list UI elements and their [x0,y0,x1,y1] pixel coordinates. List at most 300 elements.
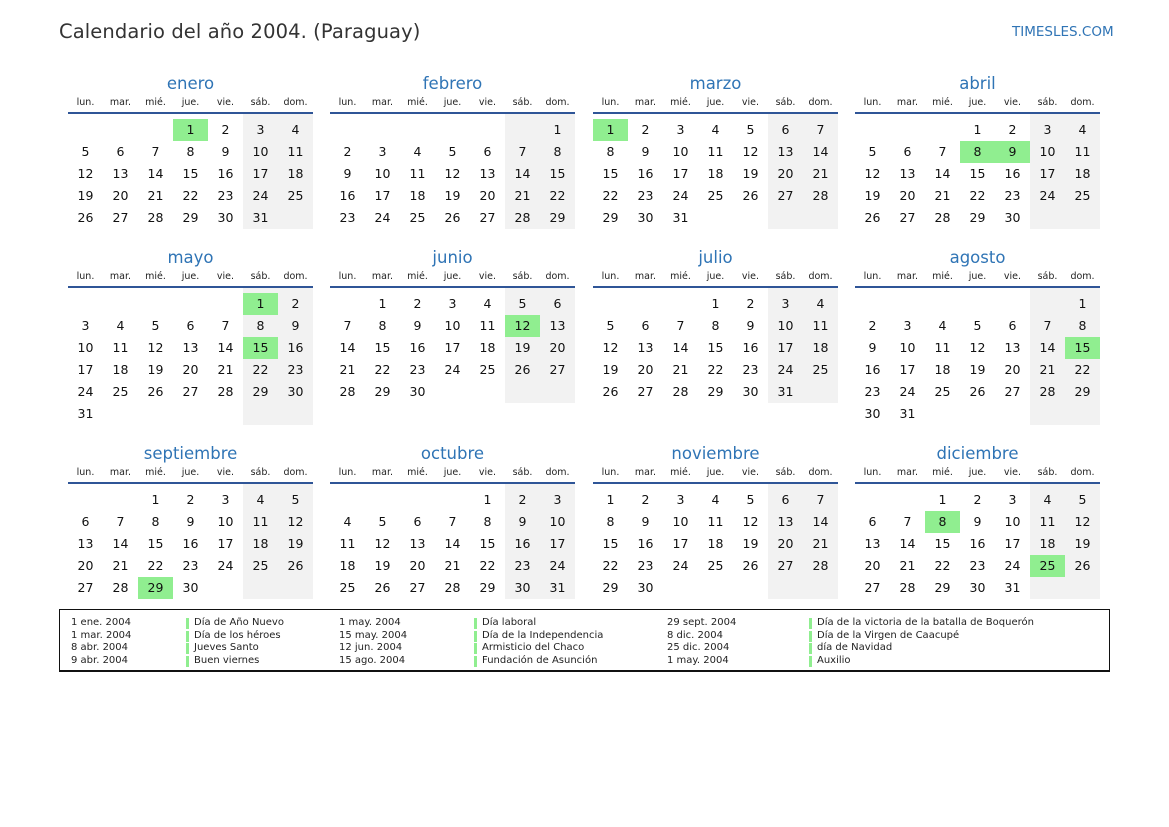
day-cell: 6 [186,318,195,333]
day-cell: 30 [182,580,199,595]
weekday-header: mié. [407,467,428,478]
day-cell: 29 [707,384,724,399]
day-cell: 18 [934,362,951,377]
day-cell: 24 [217,558,234,573]
day-cell: 4 [116,318,125,333]
day-cell: 31 [549,580,566,595]
day-cell: 9 [291,318,300,333]
day-cell: 14 [444,536,461,551]
day-cell: 18 [339,558,356,573]
day-cell: 6 [1008,318,1017,333]
day-cell: 7 [903,514,912,529]
day-cell: 9 [221,144,230,159]
day-cell: 10 [77,340,94,355]
day-cell: 16 [409,340,426,355]
holiday-name: Armisticio del Chaco [482,642,585,654]
holiday-name: Día de Año Nuevo [194,617,284,628]
day-cell: 19 [969,362,986,377]
day-cell: 17 [1039,166,1056,181]
day-cell: 31 [777,384,794,399]
weekday-header: dom. [283,97,308,108]
day-cell: 2 [973,492,982,507]
day-cell: 28 [112,580,129,595]
day-cell: 28 [147,210,164,225]
weekday-header: jue. [706,467,725,478]
day-cell: 7 [518,144,527,159]
day-cell: 21 [672,362,689,377]
day-cell: 19 [77,188,94,203]
day-cell: 25 [707,558,724,573]
day-cell: 20 [637,362,654,377]
weekday-header: vie. [478,467,497,478]
day-cell: 27 [637,384,654,399]
day-cell: 16 [182,536,199,551]
header-rule [855,286,1100,288]
day-cell: 13 [1004,340,1021,355]
holiday-day-cell: 1 [173,119,208,141]
day-cell: 19 [374,558,391,573]
weekday-header: vie. [1003,271,1022,282]
day-cell: 22 [934,558,951,573]
day-cell: 15 [602,166,619,181]
day-cell: 12 [147,340,164,355]
weekday-header: jue. [968,271,987,282]
weekday-header: mar. [896,97,919,108]
day-cell: 18 [1039,536,1056,551]
day-cell: 24 [252,188,269,203]
day-cell: 12 [287,514,304,529]
day-cell: 6 [81,514,90,529]
day-cell: 11 [707,144,724,159]
day-cell: 14 [112,536,129,551]
weekday-header: mar. [634,271,657,282]
day-cell: 3 [903,318,912,333]
holiday-marker [809,656,812,667]
weekday-header: dom. [808,271,833,282]
month-name: marzo [689,74,742,93]
weekday-header: dom. [283,271,308,282]
day-cell: 1 [151,492,160,507]
day-cell: 24 [374,210,391,225]
holiday-name: Día de la victoria de la batalla de Boquerón [817,617,1034,628]
day-cell: 13 [637,340,654,355]
day-cell: 3 [676,122,685,137]
day-cell: 22 [602,188,619,203]
weekday-header: lun. [338,467,357,478]
day-cell: 4 [483,296,492,311]
day-cell: 27 [182,384,199,399]
month-name: noviembre [671,444,760,463]
day-cell: 17 [374,188,391,203]
month-name: julio [698,248,733,267]
day-cell: 4 [816,296,825,311]
day-cell: 5 [746,122,755,137]
day-cell: 3 [781,296,790,311]
holiday-marker [809,618,812,629]
day-cell: 20 [549,340,566,355]
day-cell: 9 [641,144,650,159]
day-cell: 24 [1039,188,1056,203]
day-cell: 2 [746,296,755,311]
day-cell: 9 [973,514,982,529]
day-cell: 11 [1074,144,1091,159]
day-cell: 2 [641,492,650,507]
day-cell: 31 [672,210,689,225]
header-rule [330,286,575,288]
day-cell: 28 [339,384,356,399]
day-cell: 8 [151,514,160,529]
day-cell: 15 [707,340,724,355]
day-cell: 2 [186,492,195,507]
day-cell: 20 [112,188,129,203]
weekday-header: vie. [478,97,497,108]
holiday-marker [809,631,812,642]
day-cell: 23 [742,362,759,377]
weekday-header: sáb. [775,271,796,282]
day-cell: 14 [1039,340,1056,355]
day-cell: 17 [549,536,566,551]
day-cell: 27 [549,362,566,377]
day-cell: 18 [112,362,129,377]
day-cell: 31 [77,406,94,421]
day-cell: 13 [777,144,794,159]
day-cell: 22 [252,362,269,377]
weekday-header: vie. [1003,467,1022,478]
day-cell: 26 [77,210,94,225]
day-cell: 6 [781,122,790,137]
day-cell: 10 [549,514,566,529]
holiday-marker [474,618,477,629]
day-cell: 20 [1004,362,1021,377]
day-cell: 27 [112,210,129,225]
day-cell: 3 [256,122,265,137]
day-cell: 11 [1039,514,1056,529]
day-cell: 2 [291,296,300,311]
day-cell: 18 [252,536,269,551]
day-cell: 2 [413,296,422,311]
day-cell: 20 [777,536,794,551]
day-cell: 24 [549,558,566,573]
day-cell: 22 [374,362,391,377]
day-cell: 8 [186,144,195,159]
weekday-header: sáb. [512,271,533,282]
day-cell: 1 [606,492,615,507]
day-cell: 17 [672,166,689,181]
day-cell: 3 [81,318,90,333]
holiday-day-cell: 25 [1030,555,1065,577]
day-cell: 6 [553,296,562,311]
day-cell: 14 [934,166,951,181]
holiday-day-cell: 8 [925,511,960,533]
day-cell: 28 [899,580,916,595]
day-cell: 4 [938,318,947,333]
day-cell: 12 [1074,514,1091,529]
header-rule [593,112,838,114]
day-cell: 13 [549,318,566,333]
day-cell: 6 [781,492,790,507]
day-cell: 14 [217,340,234,355]
weekday-header: jue. [443,97,462,108]
day-cell: 5 [746,492,755,507]
day-cell: 26 [969,384,986,399]
weekday-header: dom. [1070,97,1095,108]
holiday-day-cell: 15 [243,337,278,359]
holiday-name: Jueves Santo [194,642,259,654]
weekday-header: lun. [76,467,95,478]
day-cell: 21 [339,362,356,377]
holiday-date: 8 dic. 2004 [667,629,723,641]
day-cell: 23 [182,558,199,573]
day-cell: 7 [343,318,352,333]
day-cell: 28 [444,580,461,595]
day-cell: 12 [742,144,759,159]
day-cell: 26 [602,384,619,399]
weekday-header: mar. [371,467,394,478]
holiday-date: 8 abr. 2004 [71,642,129,654]
day-cell: 10 [672,514,689,529]
day-cell: 3 [221,492,230,507]
weekday-header: jue. [706,271,725,282]
brand-link[interactable]: TIMESLES.COM [1012,24,1114,40]
day-cell: 5 [1078,492,1087,507]
day-cell: 24 [899,384,916,399]
day-cell: 20 [77,558,94,573]
day-cell: 21 [444,558,461,573]
day-cell: 1 [711,296,720,311]
day-cell: 2 [343,144,352,159]
weekday-header: lun. [601,467,620,478]
holiday-date: 1 mar. 2004 [71,629,132,641]
day-cell: 2 [1008,122,1017,137]
month-name: enero [166,74,215,93]
day-cell: 15 [479,536,496,551]
day-cell: 9 [343,166,352,181]
day-cell: 1 [1078,296,1087,311]
day-cell: 18 [1074,166,1091,181]
holiday-date: 29 sept. 2004 [667,617,737,628]
day-cell: 25 [112,384,129,399]
day-cell: 30 [217,210,234,225]
holiday-date: 1 may. 2004 [339,617,401,628]
day-cell: 17 [77,362,94,377]
holiday-date: 1 may. 2004 [667,655,729,667]
day-cell: 30 [409,384,426,399]
day-cell: 11 [409,166,426,181]
day-cell: 8 [378,318,387,333]
day-cell: 23 [217,188,234,203]
day-cell: 12 [77,166,94,181]
day-cell: 28 [812,558,829,573]
day-cell: 21 [112,558,129,573]
weekday-header: lun. [601,97,620,108]
day-cell: 31 [899,406,916,421]
weekday-header: lun. [863,97,882,108]
day-cell: 29 [374,384,391,399]
day-cell: 11 [287,144,304,159]
month-name: octubre [420,444,485,463]
day-cell: 16 [864,362,881,377]
day-cell: 9 [413,318,422,333]
day-cell: 23 [287,362,304,377]
day-cell: 25 [707,188,724,203]
day-cell: 11 [112,340,129,355]
day-cell: 26 [444,210,461,225]
weekday-header: sáb. [512,467,533,478]
header-rule [593,286,838,288]
day-cell: 14 [147,166,164,181]
day-cell: 8 [483,514,492,529]
weekday-header: vie. [741,467,760,478]
day-cell: 5 [868,144,877,159]
day-cell: 18 [287,166,304,181]
holiday-name: día de Navidad [817,642,893,654]
day-cell: 20 [409,558,426,573]
day-cell: 4 [291,122,300,137]
day-cell: 10 [217,514,234,529]
weekday-header: mar. [896,467,919,478]
holiday-marker [186,631,189,642]
day-cell: 8 [606,144,615,159]
day-cell: 24 [1004,558,1021,573]
day-cell: 10 [1039,144,1056,159]
day-cell: 14 [812,144,829,159]
day-cell: 25 [287,188,304,203]
holiday-day-cell: 12 [505,315,540,337]
day-cell: 27 [1004,384,1021,399]
day-cell: 21 [514,188,531,203]
day-cell: 5 [81,144,90,159]
day-cell: 16 [1004,166,1021,181]
day-cell: 14 [899,536,916,551]
weekday-header: lun. [76,97,95,108]
header-rule [68,112,313,114]
day-cell: 9 [518,514,527,529]
weekday-header: dom. [808,97,833,108]
day-cell: 7 [938,144,947,159]
day-cell: 29 [1074,384,1091,399]
day-cell: 3 [1008,492,1017,507]
day-cell: 7 [1043,318,1052,333]
day-cell: 23 [637,558,654,573]
weekday-header: vie. [741,271,760,282]
day-cell: 25 [252,558,269,573]
day-cell: 20 [479,188,496,203]
day-cell: 24 [672,558,689,573]
day-cell: 31 [1004,580,1021,595]
holiday-name: Buen viernes [194,655,260,667]
day-cell: 12 [374,536,391,551]
weekday-header: mié. [670,271,691,282]
day-cell: 5 [606,318,615,333]
day-cell: 6 [868,514,877,529]
day-cell: 9 [868,340,877,355]
day-cell: 24 [444,362,461,377]
day-cell: 29 [479,580,496,595]
day-cell: 8 [553,144,562,159]
day-cell: 12 [742,514,759,529]
day-cell: 26 [1074,558,1091,573]
weekday-header: lun. [76,271,95,282]
day-cell: 20 [182,362,199,377]
day-cell: 10 [1004,514,1021,529]
holiday-list [59,609,1110,672]
day-cell: 29 [969,210,986,225]
weekday-header: vie. [1003,97,1022,108]
day-cell: 28 [514,210,531,225]
holiday-marker [809,643,812,654]
day-cell: 5 [973,318,982,333]
weekday-header: vie. [478,271,497,282]
day-cell: 21 [934,188,951,203]
weekday-header: sáb. [250,97,271,108]
day-cell: 13 [899,166,916,181]
day-cell: 28 [1039,384,1056,399]
day-cell: 13 [864,536,881,551]
weekday-header: dom. [545,97,570,108]
day-cell: 20 [777,166,794,181]
weekday-header: mié. [145,467,166,478]
day-cell: 7 [448,514,457,529]
day-cell: 19 [602,362,619,377]
day-cell: 26 [742,188,759,203]
day-cell: 10 [899,340,916,355]
day-cell: 19 [742,536,759,551]
weekday-header: mar. [109,97,132,108]
day-cell: 29 [602,210,619,225]
day-cell: 18 [812,340,829,355]
day-cell: 15 [602,536,619,551]
header-rule [68,482,313,484]
day-cell: 21 [899,558,916,573]
day-cell: 29 [934,580,951,595]
day-cell: 20 [899,188,916,203]
month-name: mayo [167,248,214,267]
weekday-header: mié. [407,271,428,282]
day-cell: 13 [479,166,496,181]
day-cell: 25 [812,362,829,377]
day-cell: 10 [444,318,461,333]
weekday-header: sáb. [250,271,271,282]
header-rule [593,482,838,484]
header-rule [855,482,1100,484]
weekday-header: jue. [706,97,725,108]
day-cell: 30 [637,210,654,225]
weekday-header: dom. [545,467,570,478]
day-cell: 3 [378,144,387,159]
day-cell: 2 [868,318,877,333]
day-cell: 23 [637,188,654,203]
day-cell: 16 [969,536,986,551]
weekday-header: dom. [545,271,570,282]
weekday-header: lun. [338,271,357,282]
day-cell: 21 [147,188,164,203]
day-cell: 17 [1004,536,1021,551]
weekday-header: jue. [968,97,987,108]
day-cell: 17 [444,340,461,355]
page-title: Calendario del año 2004. (Paraguay) [59,20,421,43]
day-cell: 16 [637,166,654,181]
day-cell: 15 [182,166,199,181]
weekday-header: mié. [145,271,166,282]
day-cell: 11 [252,514,269,529]
weekday-header: mar. [109,467,132,478]
day-cell: 26 [287,558,304,573]
day-cell: 22 [549,188,566,203]
day-cell: 13 [409,536,426,551]
day-cell: 16 [217,166,234,181]
holiday-date: 9 abr. 2004 [71,655,129,667]
day-cell: 26 [864,210,881,225]
